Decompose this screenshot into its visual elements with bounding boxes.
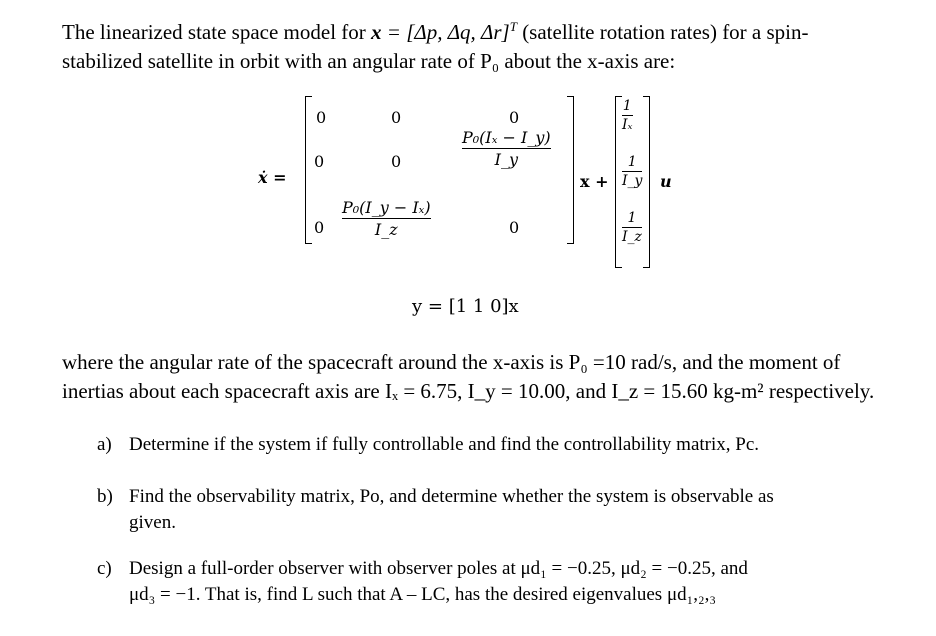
- a32-denominator: I_z: [374, 220, 398, 239]
- matrix-b-left-bracket: [615, 96, 622, 268]
- a12: 0: [391, 108, 402, 127]
- a22: 0: [391, 152, 402, 171]
- question-a-text: Determine if the system if fully controllable and find the controllability matrix, Pc.: [129, 434, 760, 455]
- where-paragraph: [62, 348, 874, 406]
- b2-fraction-line: [622, 171, 642, 172]
- intro-line-1: The linearized state space model for x = [Δp, Δq, Δr]$^T$ (satellite rotation rates) for a spin-: [62, 19, 809, 44]
- x-dot-lhs: ẋ =: [258, 168, 287, 187]
- b1-fraction: [622, 98, 633, 133]
- intro-line-2: stabilized satellite in orbit with an angular rate of P₀ about the x-axis are:: [62, 49, 676, 73]
- question-a-label: a): [97, 434, 112, 455]
- a13: 0: [509, 108, 520, 127]
- a23-fraction: [462, 128, 551, 169]
- a32-fraction-line: [342, 218, 431, 219]
- question-a: [97, 432, 759, 458]
- b1-fraction-line: [622, 115, 633, 116]
- b3-fraction-line: [622, 227, 642, 228]
- b2-denominator: I_y: [622, 173, 643, 189]
- matrix-b-right-bracket: [643, 96, 650, 268]
- a32-numerator: P₀(I_y − Iₓ): [342, 198, 431, 217]
- a32-fraction: [342, 198, 431, 239]
- b2-numerator: 1: [627, 154, 637, 170]
- b3-fraction: [622, 210, 642, 245]
- b1-denominator: Iₓ: [622, 117, 633, 133]
- matrix-a-right-bracket: [567, 96, 574, 244]
- intro-paragraph: [62, 12, 809, 76]
- b1-numerator: 1: [622, 98, 632, 114]
- a23-fraction-line: [462, 148, 551, 149]
- question-b-label: b): [97, 486, 113, 507]
- output-equation: y = [1 1 0]x: [412, 296, 519, 317]
- question-c-text: Design a full-order observer with observer poles at μd₁ = −0.25, μd₂ = −0.25, and: [129, 558, 748, 579]
- question-c-text-2: μd₃ = −1. That is, find L such that A – LC, has the desired eigenvalues μd₁,₂,₃: [129, 584, 717, 605]
- a23-numerator: P₀(Iₓ − I_y): [462, 128, 551, 147]
- a21: 0: [314, 152, 325, 171]
- b3-numerator: 1: [627, 210, 637, 226]
- question-b-text: Find the observability matrix, Po, and determine whether the system is observable as: [129, 486, 774, 507]
- matrix-a-left-bracket: [305, 96, 312, 244]
- x-plus: x +: [580, 172, 609, 191]
- where-line-2: inertias about each spacecraft axis are Iₓ = 6.75, I_y = 10.00, and I_z = 15.60 kg-m² respectively.: [62, 379, 875, 403]
- a33: 0: [509, 218, 520, 237]
- input-u: u: [660, 172, 672, 191]
- question-b: [97, 484, 774, 536]
- a31: 0: [314, 218, 325, 237]
- where-line-1: where the angular rate of the spacecraft around the x-axis is P₀ =10 rad/s, and the moment of: [62, 350, 841, 374]
- a11: 0: [316, 108, 327, 127]
- a23-denominator: I_y: [494, 150, 518, 169]
- question-b-text-2: given.: [129, 512, 176, 533]
- question-c-label: c): [97, 558, 112, 579]
- b3-denominator: I_z: [622, 229, 642, 245]
- b2-fraction: [622, 154, 642, 189]
- question-c: [97, 556, 748, 608]
